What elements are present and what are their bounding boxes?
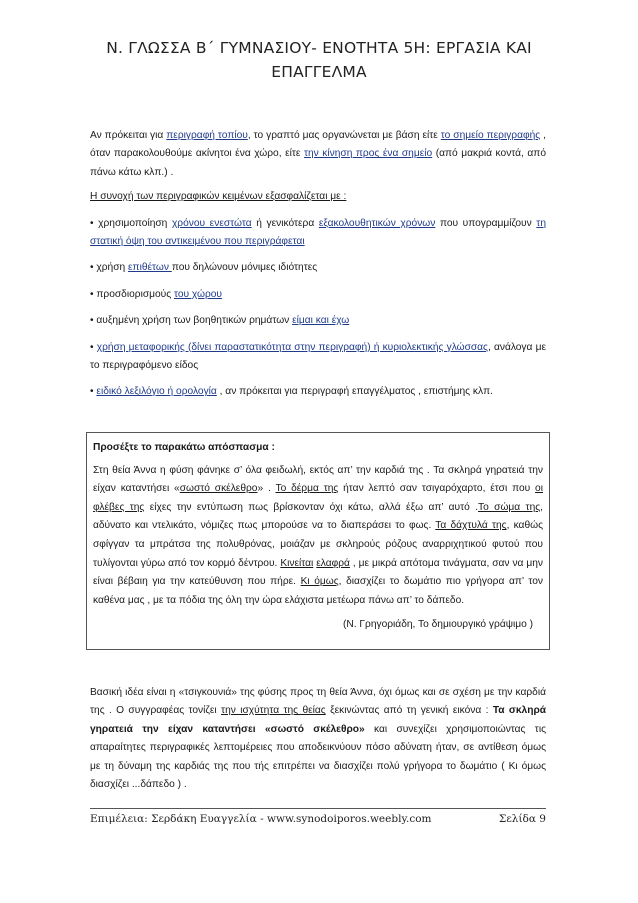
text-run: , αν πρόκειται για περιγραφή επαγγέλματος , επιστήμης κλπ. bbox=[216, 386, 493, 398]
page-footer bbox=[90, 808, 546, 825]
phrase-skeleton: σωστό σκέλεθρο bbox=[179, 483, 258, 495]
text-run: ξεκινώντας από τη γενική εικόνα : bbox=[325, 705, 493, 717]
text-run: ήταν λεπτό σαν τσιγαρόχαρτο, έτσι που bbox=[338, 483, 536, 495]
cohesion-heading: Η συνοχή των περιγραφικών κειμένων εξασφαλίζεται με : bbox=[90, 191, 347, 203]
text-run: , με μικρά απότομα τινάγματα, σαν να μην είναι βέβαιη για την κατεύθυνση που πήρε. bbox=[93, 557, 543, 588]
bullet-present-tense bbox=[90, 215, 546, 252]
term-present-tense: χρόνου ενεστώτα bbox=[171, 217, 252, 229]
bullet-metaphorical-language bbox=[90, 339, 546, 376]
phrase-skin: Το δέρμα της bbox=[275, 483, 339, 495]
phrase-body: Το σώμα της bbox=[478, 501, 541, 513]
text-run: » . bbox=[257, 483, 276, 495]
text-run: που δηλώνουν μόνιμες ιδιότητες bbox=[171, 262, 318, 274]
text-run: • χρήση bbox=[90, 262, 128, 274]
text-run: • χρησιμοποίηση bbox=[90, 217, 172, 229]
page-title bbox=[70, 36, 568, 84]
footer-credit: Επιμέλεια: Σερδάκη Ευαγγελία - www.synodoiporos.weebly.com bbox=[90, 813, 432, 825]
text-run: είχες την εντύπωση πως βρίσκονταν όχι κάτω, αλλά έξω απ’ αυτό . bbox=[144, 501, 479, 513]
text-run: , ανάλογα με το περιγραφόμενο είδος bbox=[90, 341, 546, 372]
excerpt-title: Προσέξτε το παρακάτω απόσπασμα : bbox=[93, 442, 275, 453]
text-run: Αν πρόκειται για bbox=[90, 130, 167, 141]
text-run: • bbox=[90, 341, 97, 353]
phrase-fingers: Τα δάχτυλά της bbox=[435, 520, 507, 532]
text-run: Βασική ιδέα είναι η «τσιγκουνιά» της φύσης προς τη θεία Άννα, όχι όμως και σε σχέση με την καρδιά της . Ο συγγραφέας τονίζει bbox=[90, 687, 546, 717]
term-point-of-description: το σημείο περιγραφής bbox=[440, 130, 541, 141]
term-continuous-tenses: εξακολουθητικών χρόνων bbox=[318, 217, 436, 229]
text-run: • προσδιορισμούς bbox=[90, 288, 174, 300]
text-run: , όταν παρακολουθούμε ακίνητοι ένα χώρο, είτε bbox=[90, 130, 546, 160]
analysis-section bbox=[90, 684, 546, 794]
text-run: • bbox=[90, 386, 97, 398]
bullet-special-vocabulary bbox=[90, 383, 546, 401]
text-run: που υπογραμμίζουν bbox=[435, 217, 537, 229]
text-run: • αυξημένη χρήση των βοηθητικών ρημάτων bbox=[90, 315, 293, 327]
title-line-1: Ν. ΓΛΩΣΣΑ Β΄ ΓΥΜΝΑΣΙΟΥ- ΕΝΟΤΗΤΑ 5Η: ΕΡΓΑΣΙΑ ΚΑΙ bbox=[106, 39, 532, 57]
bullet-adjectives bbox=[90, 259, 546, 277]
term-auxiliary-verbs: είμαι και έχω bbox=[292, 315, 350, 327]
intro-paragraph bbox=[90, 127, 546, 182]
text-run: και συνεχίζει χρησιμοποιώντας τις απαραίτητες περιγραφικές λεπτομέρειες που αποδεικνύουν πόσο αδύνατη ήταν, σε αντίθεση όμως με τη δύναμη της καρδιάς της που τής επιτρέπει να διασχίζει πολύ γρήγορα το δωμάτιο ( Κι όμως διασχίζει ...δάπεδο ) . bbox=[90, 723, 546, 791]
bullet-auxiliary-verbs bbox=[90, 312, 546, 330]
term-static-view: τη στατική όψη του αντικειμένου που περιγράφεται bbox=[90, 217, 546, 248]
phrase-moves: Κινείται bbox=[280, 557, 314, 569]
excerpt-text bbox=[93, 462, 543, 611]
text-run: (από μακριά κοντά, από πάνω κάτω κλπ.) . bbox=[90, 148, 546, 178]
bullet-space bbox=[90, 286, 546, 304]
term-special-vocabulary: ειδικό λεξιλόγιο ή ορολογία bbox=[96, 386, 217, 398]
text-run: , αδύνατο και ντελικάτο, νόμιζες πως μπορούσε να το διαπεράσει το φως. bbox=[93, 501, 544, 532]
title-line-2: ΕΠΑΓΓΕΛΜΑ bbox=[271, 63, 367, 81]
excerpt-box bbox=[86, 432, 550, 650]
page-number: Σελίδα 9 bbox=[498, 813, 546, 825]
excerpt-citation: (Ν. Γρηγοριάδη, Το δημιουργικό γράψιμο ) bbox=[343, 619, 533, 631]
phrase-and-yet: Κι όμως bbox=[300, 576, 339, 588]
phrase-lightly: ελαφρά bbox=[316, 557, 350, 569]
intro-section bbox=[90, 127, 546, 402]
term-landscape-description: περιγραφή τοπίου bbox=[166, 130, 248, 141]
text-run: Στη θεία Άννα η φύση φάνηκε σ’ όλα φειδωλή, εκτός απ’ την καρδιά της . Τα σκληρά γηρατειά την είχαν καταντήσει « bbox=[93, 464, 543, 495]
text-run: , καθώς σφίγγαν τα μπράτσα της πολυθρόνας, μοιάζαν με σκληρούς ρόζους αναρριχητικού φυτού που τυλίγονται γύρω από τον κορμό δέντρου. bbox=[93, 520, 543, 569]
phrase-aunt-weakness: την ισχύτητα της θείας bbox=[221, 705, 326, 717]
term-metaphorical-language: χρήση μεταφορικής (δίνει παραστατικότητα στην περιγραφή) ή κυριολεκτικής γλώσσας bbox=[96, 341, 488, 353]
phrase-veins: οι φλέβες της bbox=[93, 483, 543, 513]
term-space: του χώρου bbox=[173, 288, 222, 300]
term-adjectives: επιθέτων bbox=[128, 262, 172, 274]
text-run: , το γραπτό μας οργανώνεται με βάση είτε bbox=[247, 130, 441, 141]
text-run: , διασχίζει το δωμάτιο πιο γρήγορα απ’ τον καθένα μας , με τα πόδια της όλη την ώρα ελάχιστα μετέωρα πάνω απ’ το δάπεδο. bbox=[93, 576, 543, 606]
term-movement-to-point: την κίνηση προς ένα σημείο bbox=[303, 148, 433, 160]
analysis-paragraph bbox=[90, 684, 546, 794]
quote-general-image: Τα σκληρά γηρατειά την είχαν καταντήσει «σωστό σκέλεθρο» bbox=[90, 705, 547, 735]
text-run: ή γενικότερα bbox=[251, 217, 319, 229]
